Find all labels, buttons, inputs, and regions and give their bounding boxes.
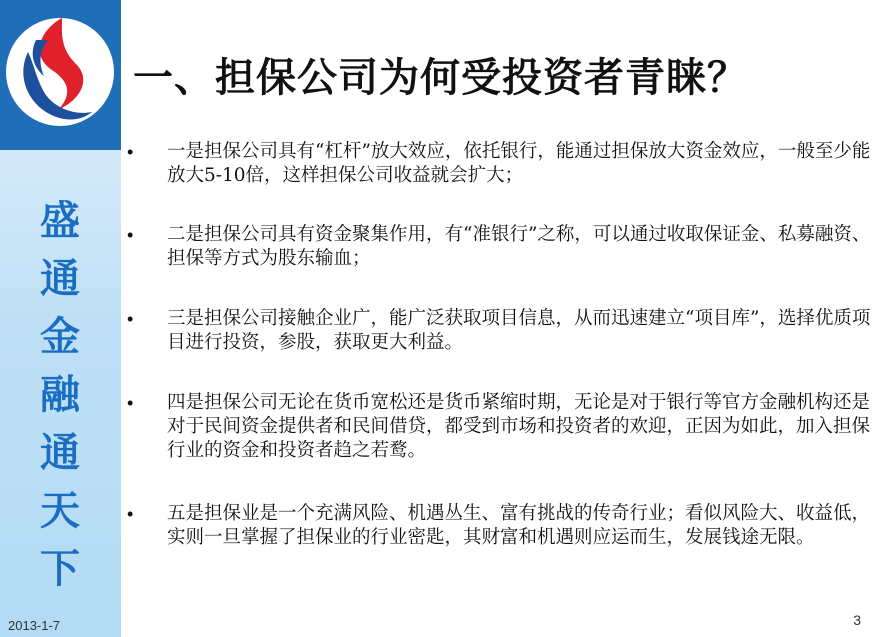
- bullet-text: 四是担保公司无论在货币宽松还是货币紧缩时期，无论是对于银行等官方金融机构还是对于民间资金提供者和民间借贷，都受到市场和投资者的欢迎，正因为如此，加入担保行业的资金和投资者趋之若鹜。: [167, 392, 871, 461]
- slide-date: 2013-1-7: [8, 618, 61, 633]
- bullet-item: [127, 307, 879, 355]
- bullet-icon: •: [127, 504, 134, 524]
- bullet-text: 二是担保公司具有资金聚集作用，有“准银行”之称，可以通过收取保证金、私募融资、担保等方式为股东输血；: [167, 224, 871, 269]
- bullet-text: 三是担保公司接触企业广，能广泛获取项目信息，从而迅速建立“项目库”，选择优质项目进行投资，参股，获取更大利益。: [167, 308, 871, 353]
- slogan-char: 盛: [40, 197, 80, 244]
- bullet-text: 一是担保公司具有“杠杆”放大效应，依托银行，能通过担保放大资金效应，一般至少能放大5-10倍，这样担保公司收益就会扩大；: [167, 141, 871, 186]
- vertical-slogan: [30, 192, 90, 598]
- logo-emblem-icon: [0, 0, 121, 150]
- bullet-list: [127, 140, 879, 581]
- bullet-icon: •: [127, 309, 134, 329]
- bullet-item: [127, 140, 879, 188]
- slogan-char: 通: [40, 429, 80, 476]
- slogan-char: 下: [40, 545, 80, 592]
- slogan-char: 金: [40, 313, 80, 360]
- slide-title: 一、担保公司为何受投资者青睐？: [133, 54, 748, 101]
- bullet-icon: •: [127, 393, 134, 413]
- bullet-icon: •: [127, 142, 134, 162]
- sidebar: [0, 0, 121, 637]
- bullet-icon: •: [127, 225, 134, 245]
- slogan-char: 天: [40, 487, 80, 534]
- bullet-item: [127, 391, 879, 463]
- bullet-item: [127, 223, 879, 271]
- slogan-char: 融: [40, 371, 80, 418]
- bullet-item: [127, 502, 879, 550]
- bullet-text: 五是担保业是一个充满风险、机遇丛生、富有挑战的传奇行业；看似风险大、收益低，实则一旦掌握了担保业的行业密匙，其财富和机遇则应运而生，发展钱途无限。: [167, 503, 871, 548]
- slogan-char: 通: [40, 255, 80, 302]
- page-number: 3: [853, 612, 861, 628]
- company-logo: [0, 0, 121, 150]
